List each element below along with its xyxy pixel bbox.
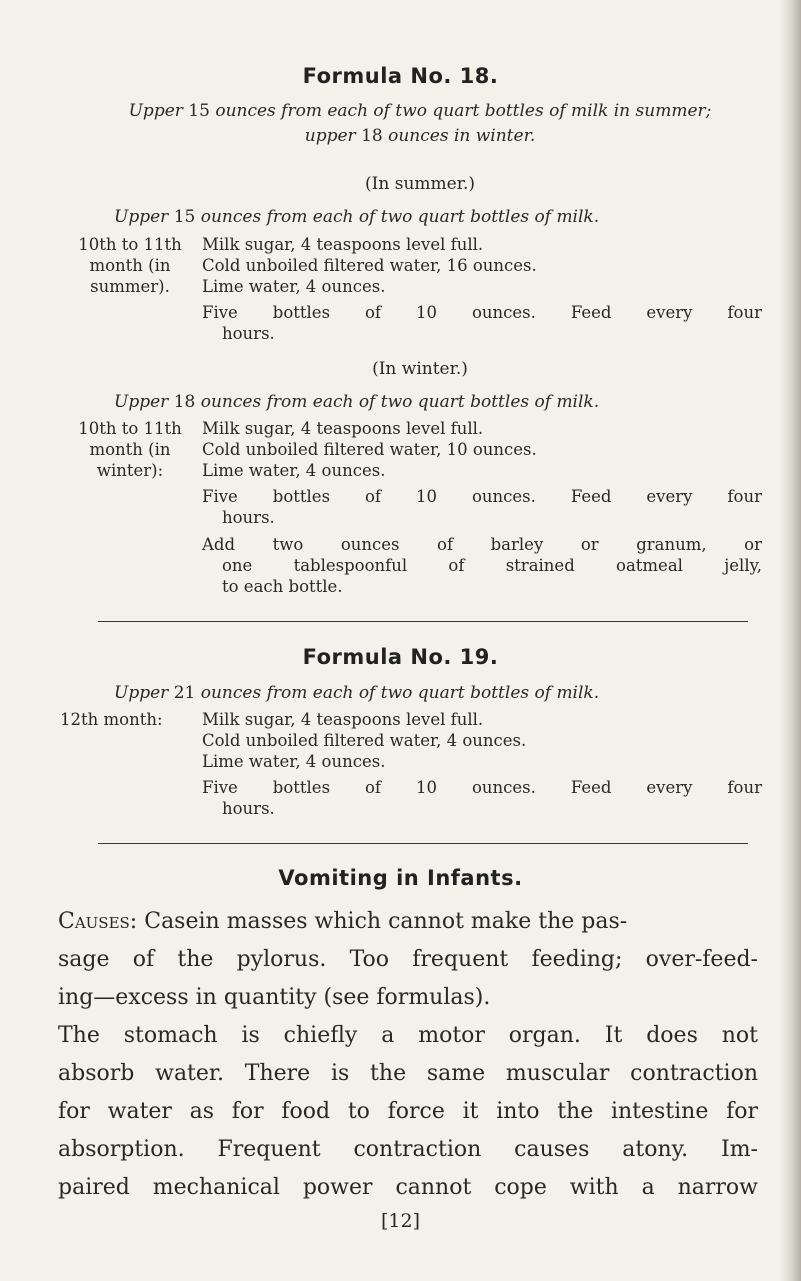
section-divider (98, 843, 748, 844)
formula-18-intro-line2: upper 18 ounces in winter. (304, 126, 536, 146)
vomiting-paragraph-line: absorb water. There is the same muscular contraction (58, 1061, 758, 1086)
winter-additive-line2: one tablespoonful of strained oatmeal jelly, (222, 556, 762, 575)
summer-ingredient: Milk sugar, 4 teaspoons level full. (202, 235, 484, 254)
formula-19-feed-line: Five bottles of 10 ounces. Feed every four (202, 778, 762, 797)
winter-feed-line: Five bottles of 10 ounces. Feed every four (202, 487, 762, 506)
summer-age-label-line3: summer). (90, 277, 170, 296)
page-number: [12] (380, 1210, 420, 1232)
summer-feed-line: Five bottles of 10 ounces. Feed every four (202, 303, 762, 322)
winter-ingredient: Lime water, 4 ounces. (202, 461, 386, 480)
summer-ingredient: Cold unboiled filtered water, 16 ounces. (202, 256, 537, 275)
summer-caption: (In summer.) (365, 174, 475, 194)
vomiting-paragraph-line: The stomach is chiefly a motor organ. It does not (58, 1023, 758, 1048)
winter-feed-continuation: hours. (222, 508, 275, 527)
vomiting-paragraph-line: ing—excess in quantity (see formulas). (58, 985, 491, 1010)
formula-19-ingredient: Milk sugar, 4 teaspoons level full. (202, 710, 484, 729)
summer-feed-continuation: hours. (222, 324, 275, 343)
causes-label: Causes: (58, 909, 138, 934)
winter-caption: (In winter.) (372, 359, 468, 379)
formula-19-title: Formula No. 19. (302, 645, 499, 669)
page-edge-shadow (779, 0, 801, 1281)
summer-upper-line: Upper 15 ounces from each of two quart bottles of milk. (114, 207, 600, 227)
summer-age-label-line2: month (in (89, 256, 171, 275)
summer-ingredient: Lime water, 4 ounces. (202, 277, 386, 296)
formula-19-upper-line: Upper 21 ounces from each of two quart bottles of milk. (114, 683, 600, 703)
formula-18-intro-line1: Upper 15 ounces from each of two quart bottles of milk in summer; (128, 101, 712, 121)
winter-additive-line1: Add two ounces of barley or granum, or (202, 535, 762, 554)
winter-upper-line: Upper 18 ounces from each of two quart bottles of milk. (114, 392, 600, 412)
winter-additive-line3: to each bottle. (222, 577, 343, 596)
formula-19-feed-continuation: hours. (222, 799, 275, 818)
vomiting-paragraph-line: absorption. Frequent contraction causes atony. Im- (58, 1137, 758, 1162)
winter-ingredient: Milk sugar, 4 teaspoons level full. (202, 419, 484, 438)
winter-ingredient: Cold unboiled filtered water, 10 ounces. (202, 440, 537, 459)
vomiting-title: Vomiting in Infants. (278, 866, 523, 890)
formula-19-age-label: 12th month: (60, 710, 163, 729)
vomiting-paragraph-line: for water as for food to force it into the intestine for (58, 1099, 758, 1124)
winter-age-label-line1: 10th to 11th (78, 419, 182, 438)
vomiting-causes-line: Causes: Casein masses which cannot make the pas- (58, 909, 628, 934)
section-divider (98, 621, 748, 622)
winter-age-label-line2: month (in (89, 440, 171, 459)
formula-19-ingredient: Cold unboiled filtered water, 4 ounces. (202, 731, 527, 750)
summer-age-label-line1: 10th to 11th (78, 235, 182, 254)
vomiting-paragraph-line: paired mechanical power cannot cope with a narrow (58, 1175, 758, 1200)
winter-age-label-line3: winter): (96, 461, 164, 480)
formula-19-ingredient: Lime water, 4 ounces. (202, 752, 386, 771)
vomiting-paragraph-line: sage of the pylorus. Too frequent feeding; over-feed- (58, 947, 758, 972)
formula-18-title: Formula No. 18. (302, 64, 499, 88)
